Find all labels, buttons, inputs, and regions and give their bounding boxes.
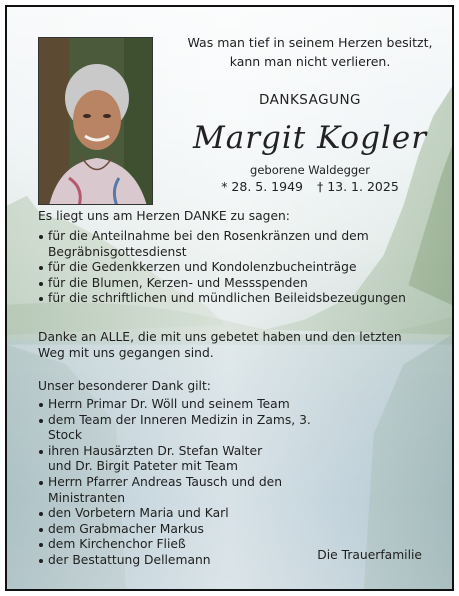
- deceased-name: Margit Kogler: [192, 120, 428, 156]
- list-item: ihren Hausärzten Dr. Stefan Walter und Dr. Birgit Pateter mit Team: [38, 444, 288, 475]
- birth-date: * 28. 5. 1949: [221, 179, 303, 194]
- quote-line-1: Was man tief in seinem Herzen besitzt,: [187, 35, 433, 50]
- list-item: für die Blumen, Kerzen- und Messspenden: [38, 276, 438, 292]
- intro-text: Es liegt uns am Herzen DANKE zu sagen:: [38, 209, 290, 223]
- quote-line-2: kann man nicht verlieren.: [229, 54, 391, 69]
- special-thanks-heading: Unser besonderer Dank gilt:: [38, 379, 211, 393]
- special-thanks-list: [38, 397, 348, 569]
- thanks-list: [38, 229, 438, 307]
- list-item: für die Anteilnahme bei den Rosenkränzen und dem Begräbnisgottesdienst: [38, 229, 438, 260]
- page-title: DANKSAGUNG: [258, 92, 362, 108]
- list-item: dem Team der Inneren Medizin in Zams, 3. Stock: [38, 413, 348, 444]
- list-item: der Bestattung Dellemann: [38, 553, 348, 569]
- thanks-all-text: Danke an ALLE, die mit uns gebetet haben und den letzten Weg mit uns gegangen sind.: [38, 330, 402, 360]
- portrait-photo: [38, 37, 153, 205]
- list-item: Herrn Pfarrer Andreas Tausch und den Ministranten: [38, 475, 348, 506]
- signature: Die Trauerfamilie: [317, 548, 422, 562]
- list-item: für die schriftlichen und mündlichen Beileidsbezeugungen: [38, 291, 438, 307]
- list-item: Herrn Primar Dr. Wöll und seinem Team: [38, 397, 348, 413]
- list-item: dem Grabmacher Markus: [38, 522, 348, 538]
- death-date: † 13. 1. 2025: [316, 179, 399, 194]
- obituary-card: [5, 5, 454, 591]
- list-item: den Vorbetern Maria und Karl: [38, 506, 348, 522]
- life-dates: [169, 179, 451, 194]
- memorial-quote: [169, 33, 451, 71]
- list-item: für die Gedenkkerzen und Kondolenzbucheinträge: [38, 260, 438, 276]
- list-item: dem Kirchenchor Fließ: [38, 537, 348, 553]
- maiden-name: geborene Waldegger: [250, 163, 370, 177]
